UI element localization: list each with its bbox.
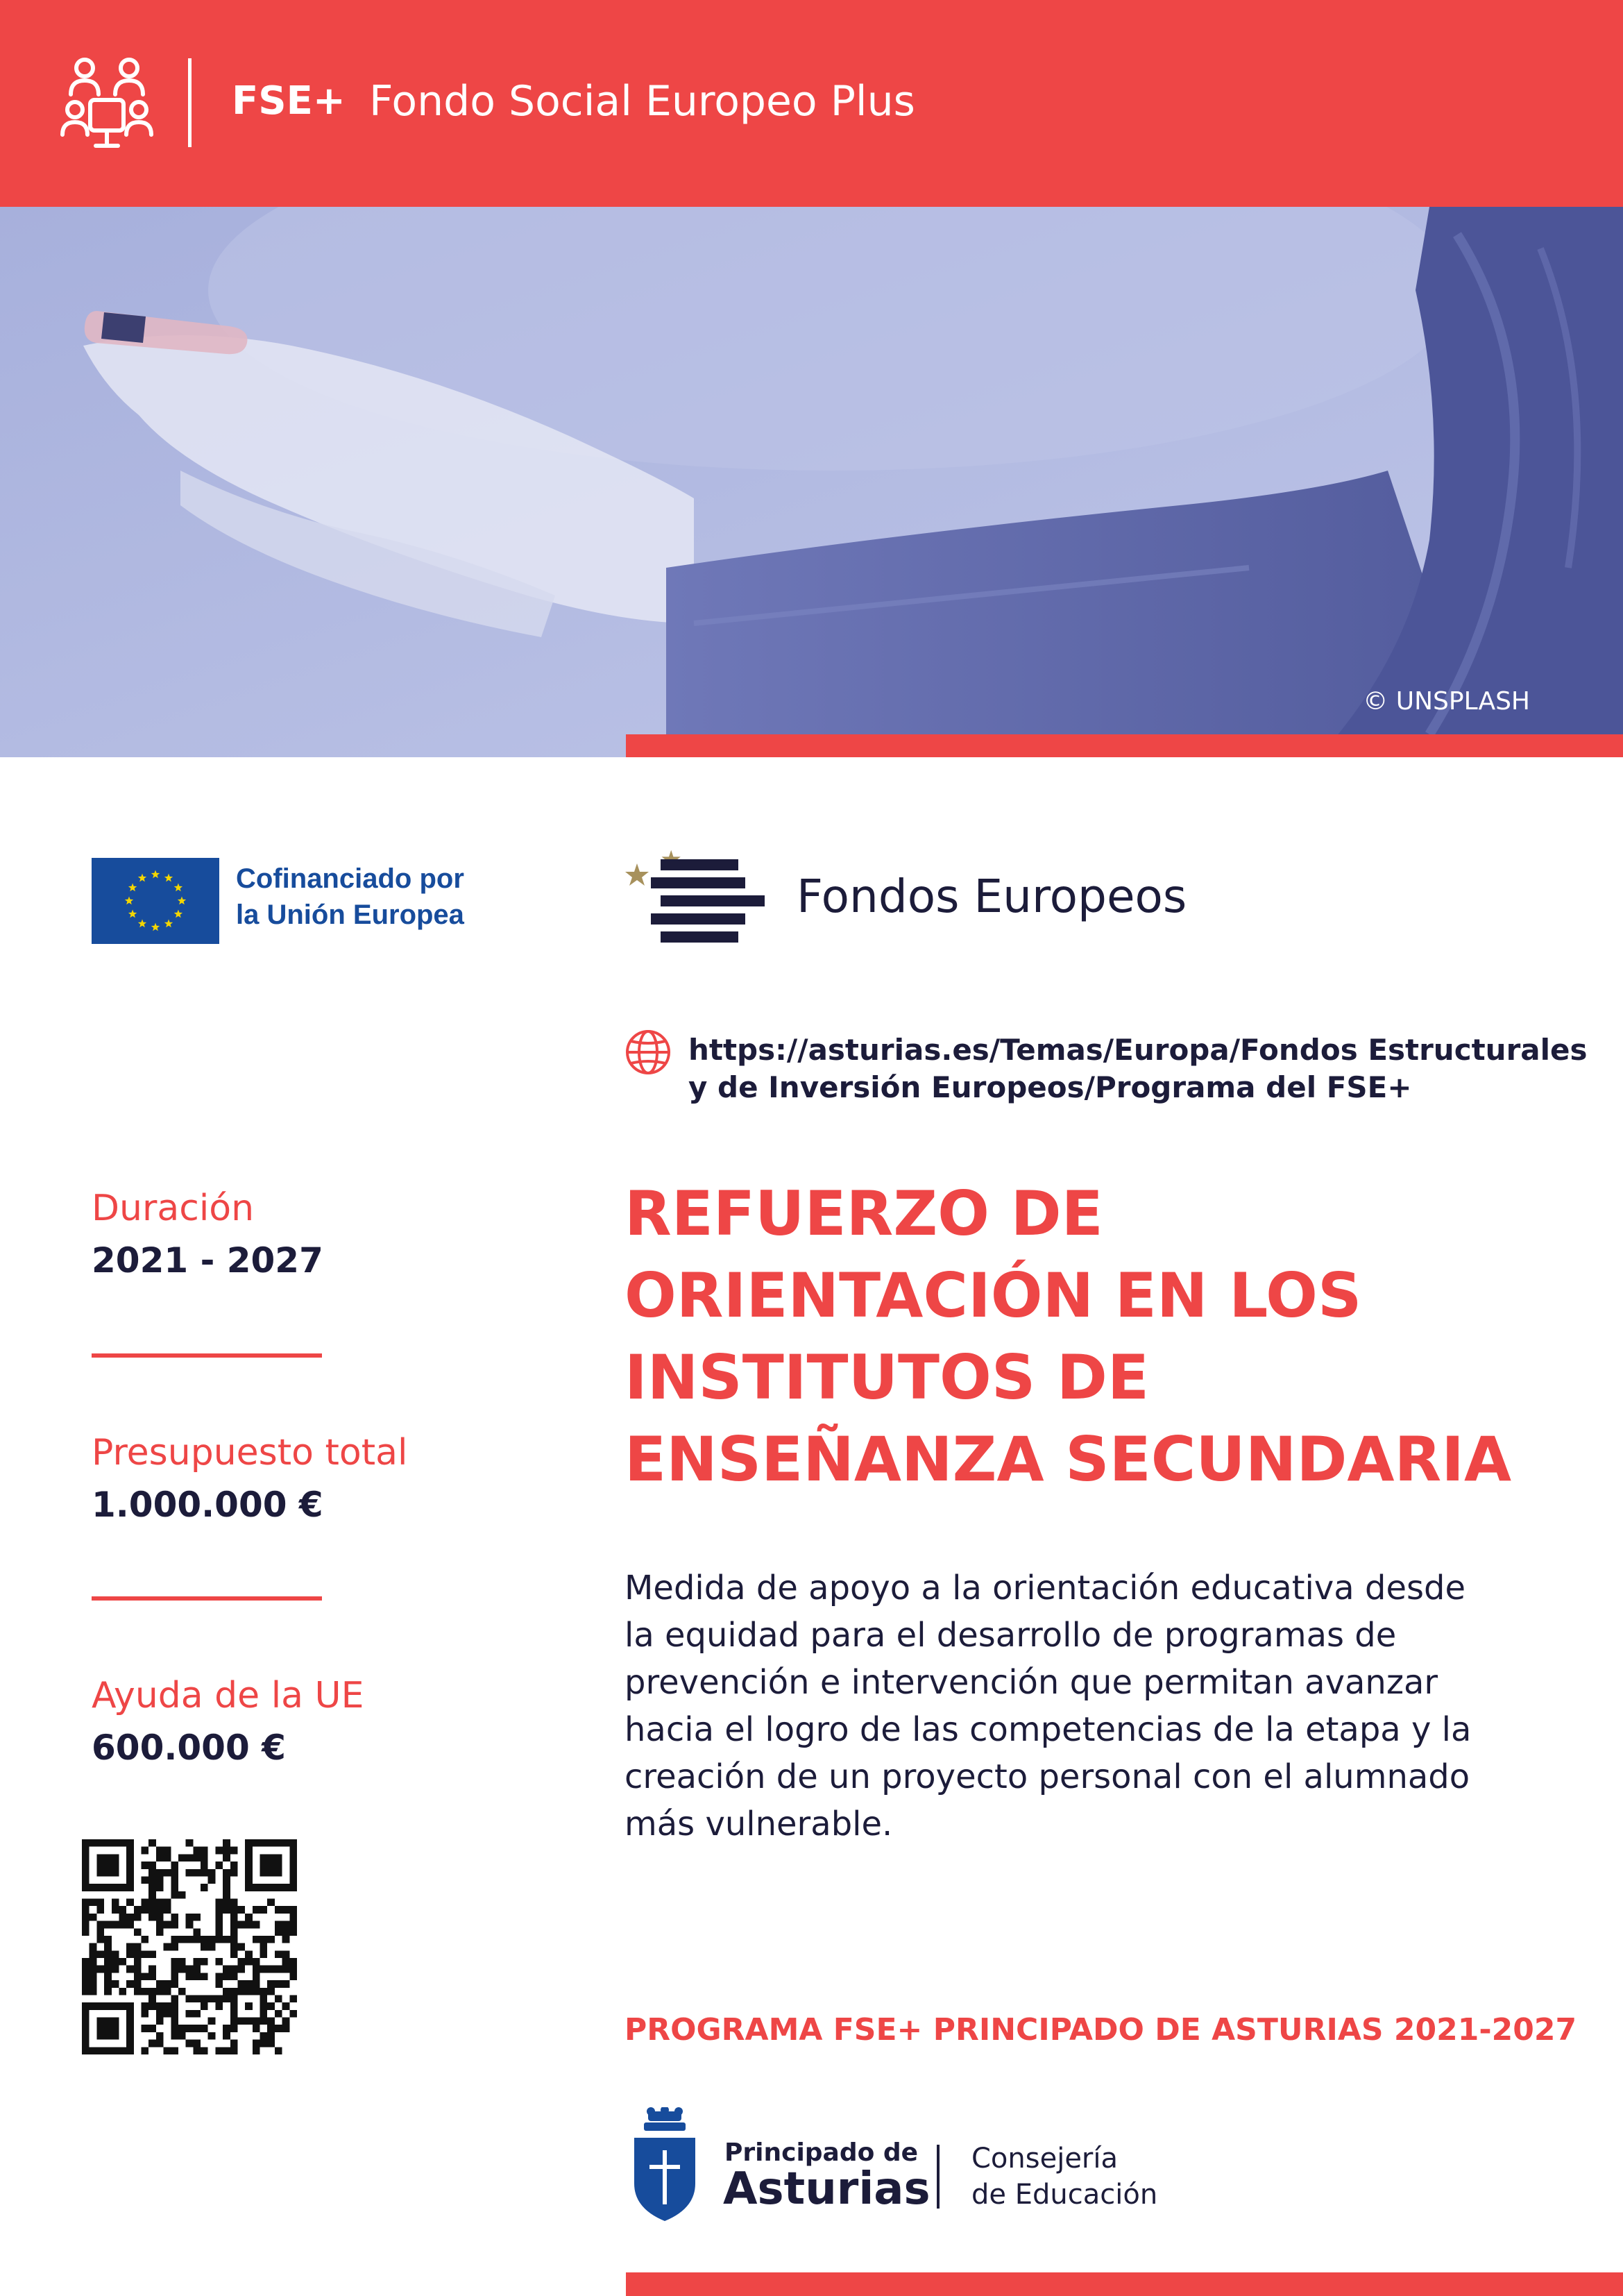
eu-text-line: la Unión Europea xyxy=(236,900,464,930)
globe-icon xyxy=(624,1029,672,1076)
program-full-name: Fondo Social Europeo Plus xyxy=(369,77,915,126)
title-line: INSTITUTOS DE xyxy=(624,1342,1150,1413)
description-line: la equidad para el desarrollo de programas de xyxy=(624,1616,1397,1655)
programme-name: PROGRAMA FSE+ PRINCIPADO DE ASTURIAS 2021-2027 xyxy=(624,2012,1577,2048)
qr-code[interactable] xyxy=(82,1839,297,2054)
url-line[interactable]: https://asturias.es/Temas/Europa/Fondos Estructurales xyxy=(688,1033,1588,1067)
page-title xyxy=(624,1173,1561,1501)
fondos-europeos-text: Fondos Europeos xyxy=(797,870,1187,923)
description-line: prevención e intervención que permitan avanzar xyxy=(624,1663,1438,1702)
eu-aid-value: 600.000 € xyxy=(92,1728,286,1768)
eu-aid-label: Ayuda de la UE xyxy=(92,1675,364,1716)
eu-text-line: Cofinanciado por xyxy=(236,863,464,894)
duration-label: Duración xyxy=(92,1188,255,1229)
program-url-link[interactable] xyxy=(688,1031,1590,1106)
divider xyxy=(92,1353,322,1358)
eu-cofinanced-text xyxy=(236,861,500,933)
description-line: hacia el logro de las competencias de la etapa y la xyxy=(624,1710,1472,1749)
description-line: más vulnerable. xyxy=(624,1805,893,1843)
asturias-small-text: Principado de xyxy=(724,2138,919,2167)
title-line: ENSEÑANZA SECUNDARIA xyxy=(624,1424,1512,1495)
people-group-icon xyxy=(58,54,155,151)
consejeria-line: Consejería xyxy=(971,2143,1118,2175)
budget-value: 1.000.000 € xyxy=(92,1485,323,1525)
accent-bar xyxy=(626,734,1623,757)
divider xyxy=(92,1596,322,1601)
photo-credit: © UNSPLASH xyxy=(1363,687,1530,716)
asturias-shield-icon xyxy=(630,2107,699,2222)
header-divider xyxy=(188,58,192,147)
duration-value: 2021 - 2027 xyxy=(92,1240,323,1281)
description-line: Medida de apoyo a la orientación educativa desde xyxy=(624,1569,1465,1607)
fondos-europeos-logo-icon xyxy=(623,840,776,951)
title-line: ORIENTACIÓN EN LOS xyxy=(624,1260,1362,1331)
description xyxy=(624,1564,1547,1848)
eu-flag-icon xyxy=(92,858,219,944)
asturias-big-text: Asturias xyxy=(723,2163,931,2215)
url-line[interactable]: y de Inversión Europeos/Programa del FSE+ xyxy=(688,1070,1412,1104)
budget-label: Presupuesto total xyxy=(92,1432,408,1474)
consejeria-line: de Educación xyxy=(971,2179,1158,2211)
consejeria-text xyxy=(971,2141,1157,2213)
bottom-accent-bar xyxy=(626,2272,1623,2296)
title-line: REFUERZO DE xyxy=(624,1178,1103,1249)
hero-photo xyxy=(0,207,1623,757)
logo-divider xyxy=(937,2145,940,2209)
description-line: creación de un proyecto personal con el alumnado xyxy=(624,1757,1470,1796)
program-short-name: FSE+ xyxy=(232,78,346,124)
